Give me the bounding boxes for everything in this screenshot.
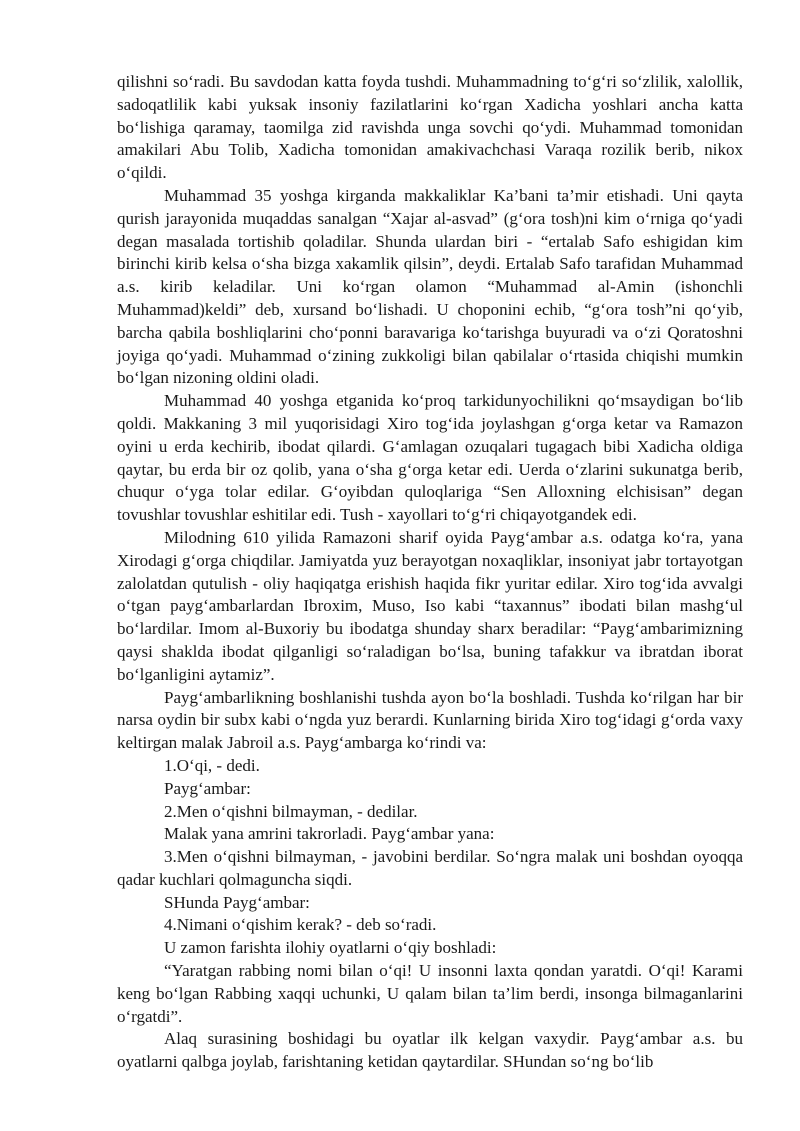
dialog-line-5: 3.Men o‘qishni bilmayman, - javobini berdilar. So‘ngra malak uni boshdan oyoqqa qadar kuchlari qolmaguncha siqdi. [117,847,743,889]
paragraph-2: Muhammad 35 yoshga kirganda makkaliklar Ka’bani ta’mir etishadi. Uni qayta qurish jarayonida muqaddas sanalgan “Xajar al-asvad” (g‘ora tosh)ni kim o‘rniga qo‘yadi degan masalada tortishib qoladilar. Shunda ulardan biri - “ertalab Safo eshigidan kim birinchi kirib kelsa o‘sha bizga xakamlik qilsin”, deydi. Ertalab Safo tarafidan Muhammad a.s. kirib keladilar. Uni ko‘rgan olamon “Muhammad al-Amin (ishonchli Muhammad)keldi” deb, xursand bo‘lishadi. U choponini echib, “g‘ora tosh”ni qo‘yib, barcha qabila boshliqlarini cho‘ponni baravariga ko‘tarishga buyuradi va o‘zi Qoratoshni joyiga qo‘yadi. Muhammad o‘zining zukkoligi bilan qabilalar o‘rtasida chiqishi mumkin bo‘lgan nizoning oldini oladi. [117,185,743,388]
paragraph-5: Payg‘ambarlikning boshlanishi tushda ayon bo‘la boshladi. Tushda ko‘rilgan har bir narsa oydin bir subx kabi o‘ngda yuz berardi. Kunlarning birida Xiro tog‘idagi g‘orda vaxy keltirgan malak Jabroil a.s. Payg‘ambarga ko‘rindi va: [117,687,743,753]
dialog-line-3: 2.Men o‘qishni bilmayman, - dedilar. [164,801,418,821]
quote-paragraph: “Yaratgan rabbing nomi bilan o‘qi! U insonni laxta qondan yaratdi. O‘qi! Karami keng bo‘lgan Rabbing xaqqi uchunki, U qalam bilan ta’lim berdi, insonga bilmaganlarini o‘rgatdi”. [117,961,743,1026]
paragraph-3: Muhammad 40 yoshga etganida ko‘proq tarkidunyochilikni qo‘msaydigan bo‘lib qoldi. Makkaning 3 mil yuqorisidagi Xiro tog‘ida joylashgan g‘orga ketar va Ramazon oyini u erda kechirib, ibodat qilardi. G‘amlagan ozuqalari tugagach bibi Xadicha oldiga qaytar, bu erda bir oz qolib, yana o‘sha g‘orga ketar edi. Uerda o‘zlarini sukunatga berib, chuqur o‘yga tolar edilar. G‘oyibdan quloqlariga “Sen Alloxning elchisisan” degan tovushlar tovushlar eshitilar edi. Tush - xayollari to‘g‘ri chiqayotgandek edi. [117,391,743,525]
dialog-line-4: Malak yana amrini takrorladi. Payg‘ambar yana: [164,824,495,844]
dialog-line-6: SHunda Payg‘ambar: [164,892,310,912]
dialog-line-7: 4.Nimani o‘qishim kerak? - deb so‘radi. [164,915,437,935]
dialog-line-2: Payg‘ambar: [164,778,251,798]
paragraph-4: Milodning 610 yilida Ramazoni sharif oyida Payg‘ambar a.s. odatga ko‘ra, yana Xirodagi g‘orga chiqdilar. Jamiyatda yuz berayotgan noxaqliklar, insoniyat jabr tortayotgan zalolatdan qutulish - oliy haqiqatga erishish haqida fikr yuritar edilar. Xiro tog‘ida avvalgi o‘tgan payg‘ambarlardan Ibroxim, Muso, Iso kabi “taxannus” ibodati bilan mashg‘ul bo‘lardilar. Imom al-Buxoriy bu ibodatga shunday sharx beradilar: “Payg‘ambarimizning qaysi shaklda ibodat qilganligi so‘raladigan bo‘lsa, buning tafakkur va ibratdan iborat bo‘lganligini aytamiz”. [117,527,743,684]
dialog-line-1: 1.O‘qi, - dedi. [164,755,260,775]
paragraph-last: Alaq surasining boshidagi bu oyatlar ilk kelgan vaxydir. Payg‘ambar a.s. bu oyatlarni qalbga joylab, farishtaning ketidan qaytardilar. SHundan so‘ng bo‘lib [117,1029,743,1072]
dialog-line-8: U zamon farishta ilohiy oyatlarni o‘qiy boshladi: [164,938,497,958]
paragraph-1: qilishni so‘radi. Bu savdodan katta foyda tushdi. Muhammadning to‘g‘ri so‘zlilik, xalollik, sadoqatlilik kabi yuksak insoniy fazilatlarini ko‘rgan Xadicha yoshlari ancha katta bo‘lishiga qaramay, taomilga zid ravishda unga sovchi qo‘ydi. Muhammad tomonidan amakilari Abu Tolib, Xadicha tomonidan amakivachchasi Varaqa rozilik berib, nikox o‘qildi. [117,72,743,183]
